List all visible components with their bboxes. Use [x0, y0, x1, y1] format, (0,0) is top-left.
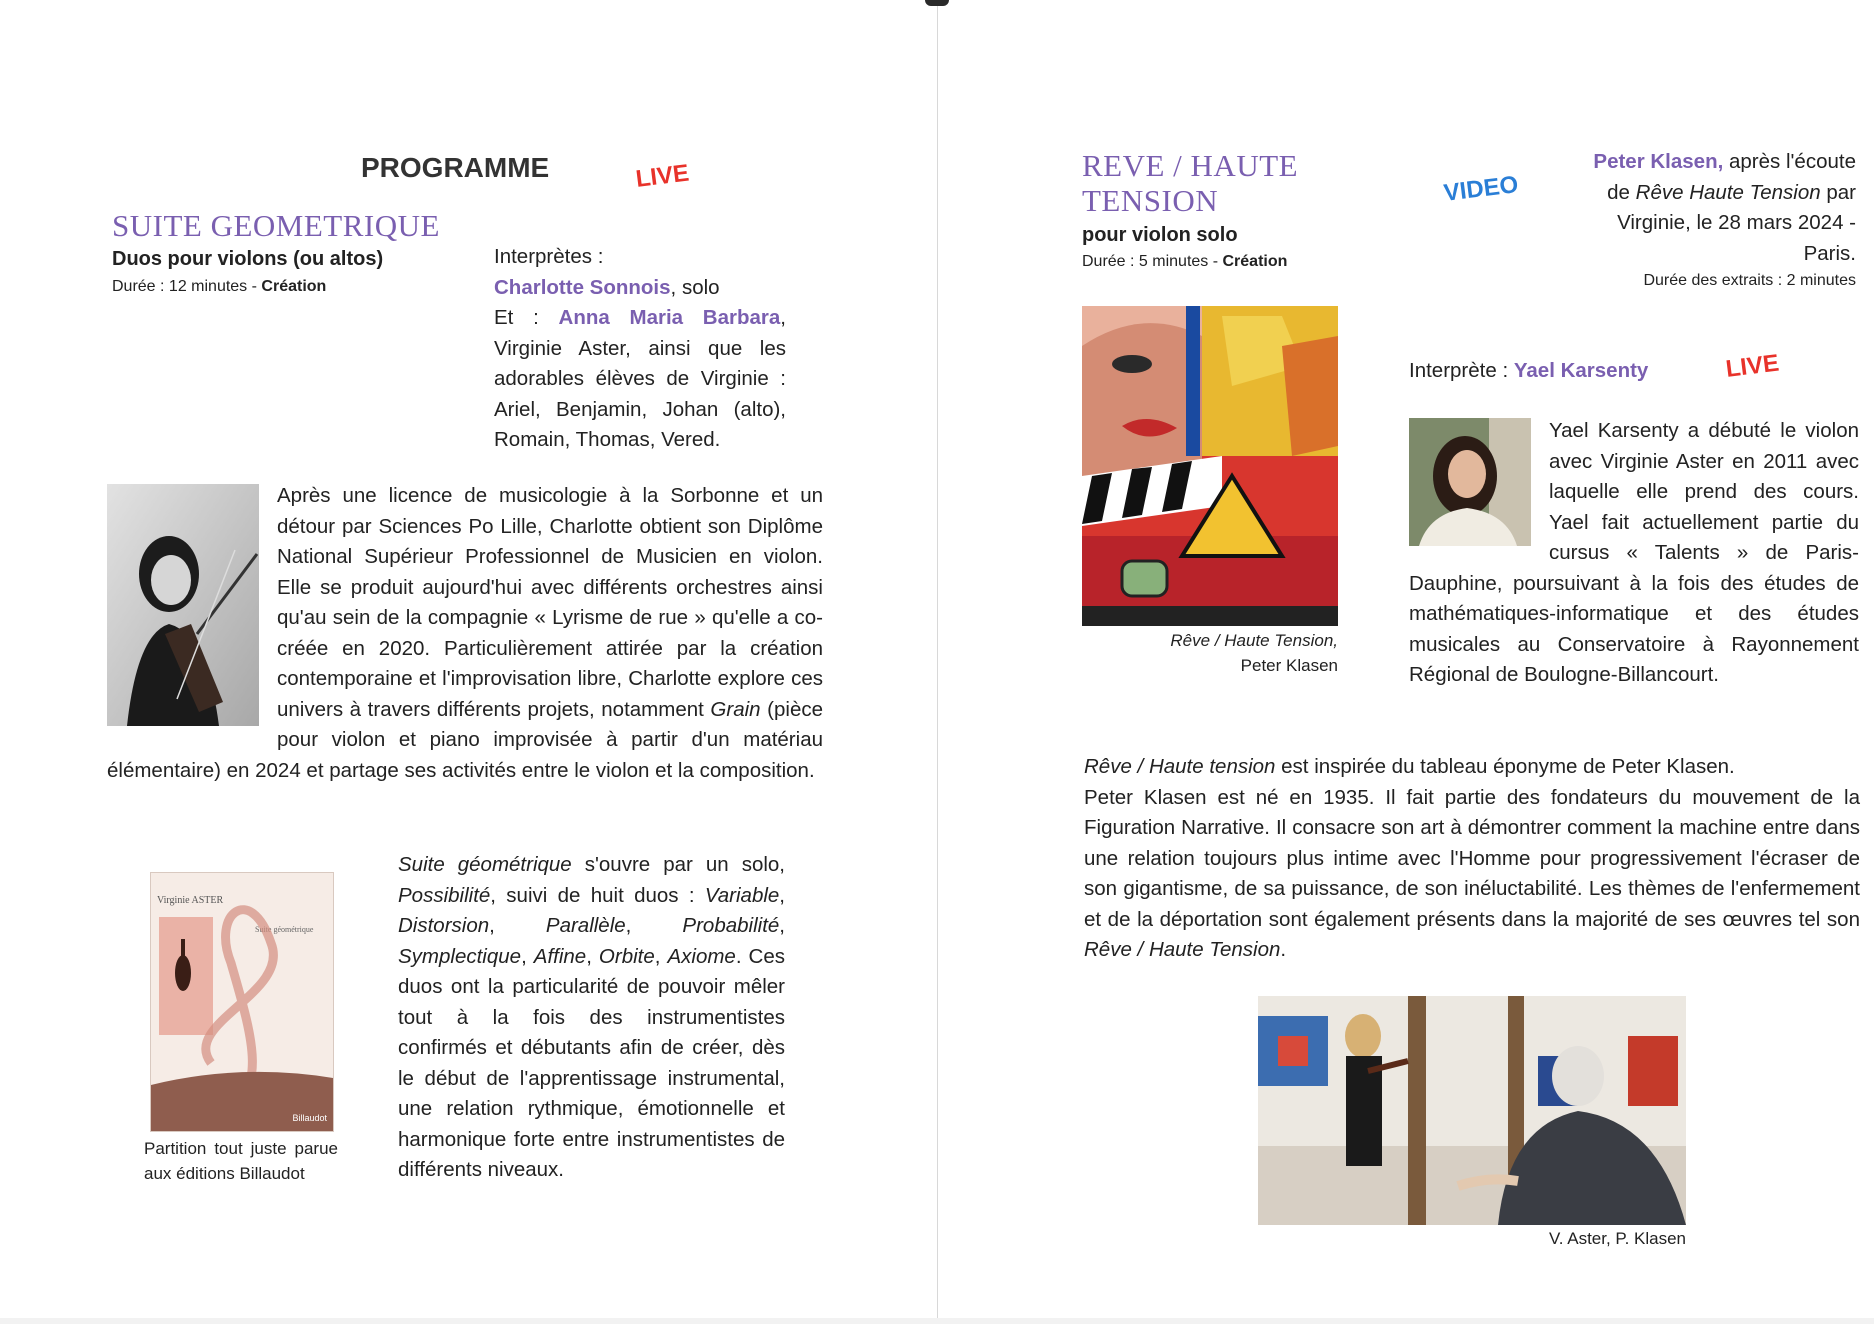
video-description: Peter Klasen, après l'écoute de Rêve Haute Tension par Virginie, le 28 mars 2024 - Paris. — [1593, 150, 1856, 265]
live-tag-right: LIVE — [1724, 349, 1781, 383]
painting-caption: Rêve / Haute Tension, Peter Klasen — [1170, 631, 1338, 675]
video-extracts-duration: Durée des extraits : 2 minutes — [1643, 272, 1856, 289]
suite-description: Suite géométrique s'ouvre par un solo, Possibilité, suivi de huit duos : Variable, Distorsion, Parallèle, Probabilité, Symplectique, Affine, Orbite, Axiome. Ces duos ont la particularité de pouvoir mêler tout à la fois des instrumentistes confirmés et débutants afin de créer, dès le début de l'apprentissage instrumental, une relation rythmique, émotionnelle et harmonique forte entre instrumentistes de différents niveaux. — [398, 853, 785, 1181]
duration-suite: Durée : 12 minutes - Création — [112, 278, 327, 295]
piece-subtitle-reve: pour violon solo — [1082, 224, 1238, 246]
treble-clef-icon — [151, 873, 333, 1131]
interprete-line: Interprète : Yael Karsenty — [1409, 359, 1649, 382]
page-bottom-edge — [0, 1318, 1874, 1324]
piece-title-reve: REVE / HAUTE TENSION — [1082, 148, 1299, 218]
programme-heading: PROGRAMME — [361, 152, 550, 183]
charlotte-bio: Après une licence de musicologie à la Sorbonne et un détour par Sciences Po Lille, Charlotte obtient son Diplôme National Supérieur Professionnel de Musicien en violon. Elle se produit aujourd'hui avec différents orchestres ainsi qu'au sein de la compagnie « Lyrisme de rue » qu'elle a co-créée en 2020. Particulièrement attirée par la création contemporaine et l'improvisation libre, Charlotte explore ces univers à travers différents projets, notamment Grain (pièce pour violon et piano improvisée à partir d'un matériau élémentaire) en 2024 et partage ses activités entre le violon et la composition. — [107, 484, 823, 782]
score-caption: Partition tout juste parue aux éditions Billaudot — [144, 1139, 338, 1183]
score-cover-publisher: Billaudot — [292, 1113, 327, 1123]
photo-caption: V. Aster, P. Klasen — [1548, 1229, 1686, 1248]
video-tag: VIDEO — [1442, 171, 1520, 207]
page-fold — [937, 0, 938, 1324]
charlotte-photo — [107, 484, 259, 726]
second-performer-name: Anna Maria Barbara — [558, 306, 781, 329]
yael-photo — [1409, 418, 1531, 546]
painting-image — [1082, 306, 1338, 626]
interpretes-block: Interprètes : Charlotte Sonnois, solo Et : Anna Maria Barbara, Virginie Aster, ainsi que les adorables élèves de Virginie : Ariel, Benjamin, Johan (alto), Romain, Thomas, Vered. — [494, 242, 786, 456]
aster-klasen-photo — [1258, 996, 1686, 1225]
gallery-photo-icon — [1258, 996, 1686, 1225]
score-cover — [150, 872, 334, 1132]
piece-title-suite: SUITE GEOMETRIQUE — [112, 208, 440, 243]
score-cover-author: Virginie ASTER — [157, 895, 224, 906]
interprete-name: Yael Karsenty — [1513, 359, 1649, 382]
yael-bio: Yael Karsenty a débuté le violon avec Virginie Aster en 2011 avec laquelle elle prend des cours. Yael fait actuellement partie du cursus « Talents » de Paris-Dauphine, poursuivant à la fois des études de mathématiques-informatique et des études musicales au Conservatoire à Rayonnement Régional de Boulogne-Billancourt. — [1409, 419, 1859, 686]
binding-mark — [925, 0, 949, 6]
duration-reve: Durée : 5 minutes - Création — [1082, 253, 1288, 270]
portrait-photo-icon — [1409, 418, 1531, 546]
video-person-name: Peter Klasen, — [1593, 150, 1724, 173]
score-cover-title: Suite géométrique — [255, 925, 314, 934]
klasen-description: Rêve / Haute tension est inspirée du tableau éponyme de Peter Klasen. Peter Klasen est né en 1935. Il fait partie des fondateurs du mouvement de la Figuration Narrative. Il consacre son art à démontrer comment la machine entre dans une relation toujours plus intime avec l'Homme pour progressivement l'écraser de son gigantisme, de sa puissance, de son inéluctabilité. Les thèmes de l'enfermement et de la déportation sont également présents dans la majorité de ses œuvres tel son Rêve / Haute Tension. — [1084, 755, 1860, 961]
soloist-name: Charlotte Sonnois — [494, 275, 671, 299]
violinist-photo-icon — [107, 484, 259, 726]
live-tag-left: LIVE — [634, 159, 691, 193]
piece-subtitle-suite: Duos pour violons (ou altos) — [112, 248, 384, 270]
painting-reve-haute-tension-icon — [1082, 306, 1338, 626]
interpretes-label: Interprètes : — [494, 245, 604, 268]
